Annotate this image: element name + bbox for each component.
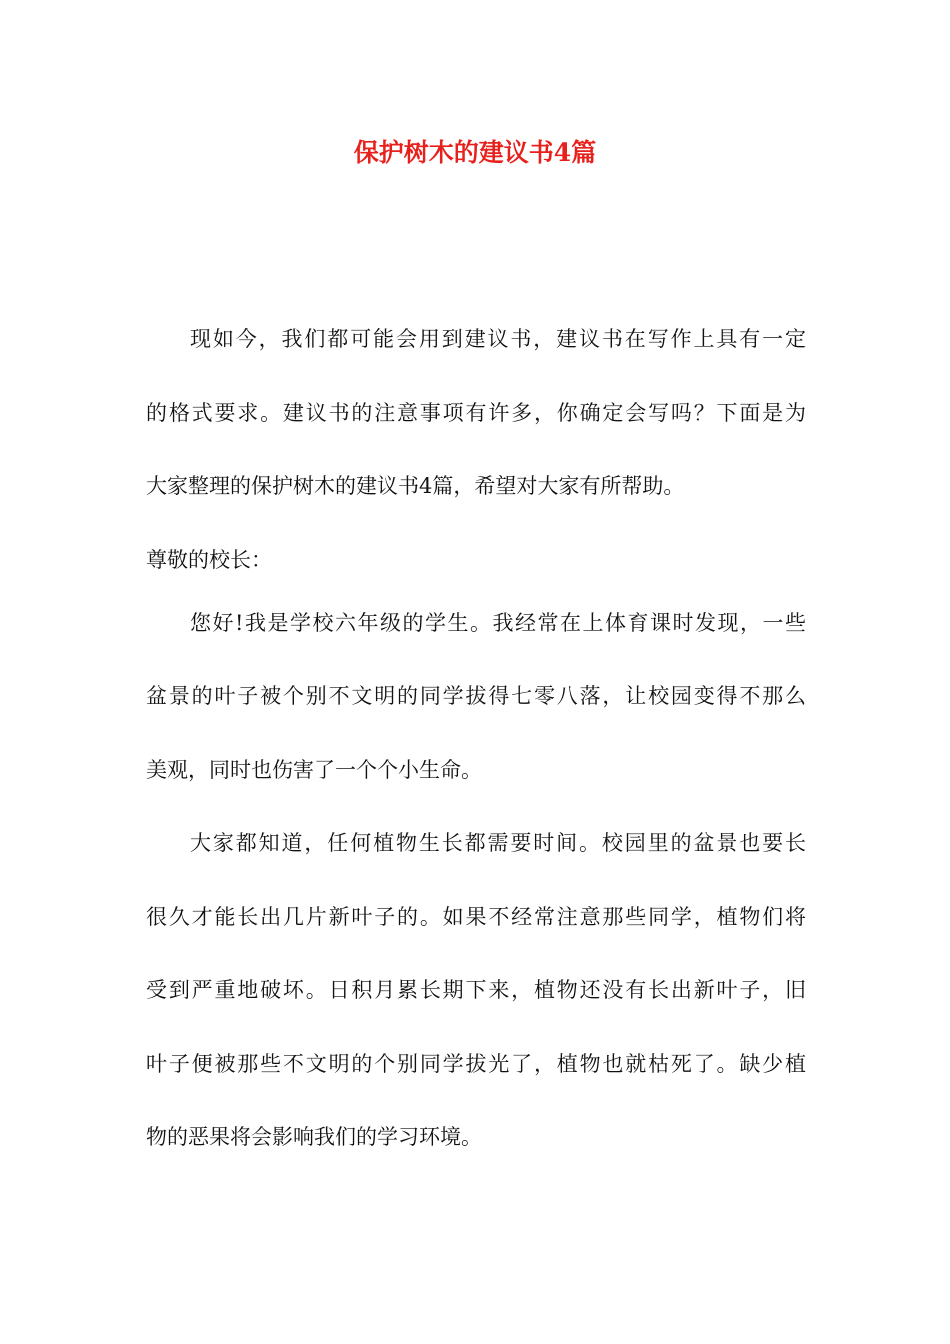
salutation-line: 尊敬的校长：	[146, 547, 272, 572]
paragraph-line: 大家都知道，任何植物生长都需要时间。校园里的盆景也要长	[190, 831, 806, 855]
document-body	[146, 317, 806, 1189]
paragraph-line: 美观，同时也伤害了一个个小生命。	[146, 757, 482, 782]
paragraph-line: 物的恶果将会影响我们的学习环境。	[146, 1125, 482, 1149]
document-title: 保护树木的建议书4篇	[353, 138, 597, 167]
paragraph-line: 叶子便被那些不文明的个别同学拔光了，植物也就枯死了。缺少植	[146, 1051, 806, 1076]
paragraph-line: 盆景的叶子被个别不文明的同学拔得七零八落，让校园变得不那么	[146, 684, 806, 708]
paragraph-line: 受到严重地破坏。日积月累长期下来，植物还没有长出新叶子，旧	[146, 978, 806, 1002]
paragraph-line: 大家整理的保护树木的建议书4篇，希望对大家有所帮助。	[146, 474, 685, 498]
paragraph-line: 现如今，我们都可能会用到建议书，建议书在写作上具有一定	[190, 327, 806, 351]
paragraph-line: 您好!我是学校六年级的学生。我经常在上体育课时发现，一些	[190, 610, 806, 635]
paragraph-line: 很久才能长出几片新叶子的。如果不经常注意那些同学，植物们将	[146, 904, 806, 929]
paragraph-line: 的格式要求。建议书的注意事项有许多，你确定会写吗？下面是为	[146, 400, 806, 425]
